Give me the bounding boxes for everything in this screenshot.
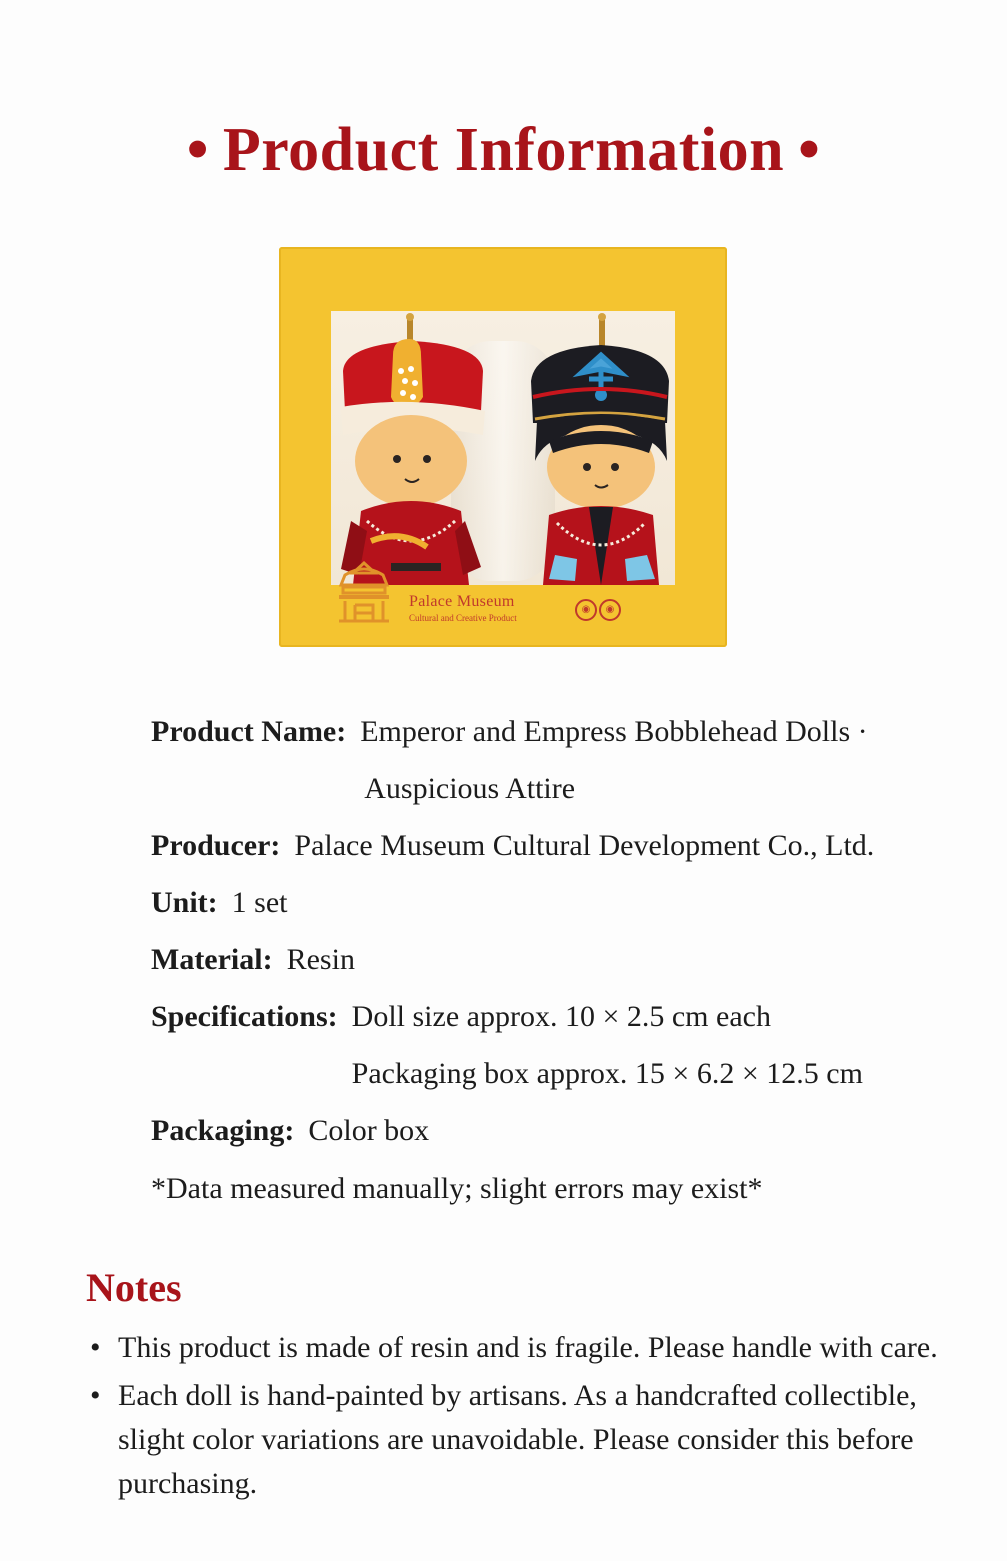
product-details [151,703,931,1217]
page-title [0,112,1007,188]
title-text: Product Information [222,116,785,184]
detail-value: Packaging box approx. 15 × 6.2 × 12.5 cm [351,1057,863,1090]
brand-name: Palace Museum [409,593,515,610]
detail-value: Emperor and Empress Bobblehead Dolls · [360,715,868,748]
detail-label: Unit: [151,886,218,919]
list-item [86,1374,946,1506]
notes-title: Notes [86,1265,182,1310]
product-image [279,247,727,647]
detail-value: Doll size approx. 10 × 2.5 cm each [351,1000,771,1033]
empress-doll-illustration [515,311,675,585]
detail-label: Material: [151,943,273,976]
brand-tagline: Cultural and Creative Product [409,613,517,623]
detail-producer [151,817,931,874]
detail-value: Resin [286,943,355,976]
detail-material [151,931,931,988]
detail-label: Producer: [151,829,281,862]
detail-value: Color box [308,1114,430,1147]
seal-stamp-icon: ◉ [575,599,597,621]
title-bullet-left: • [186,116,209,184]
detail-value: 1 set [231,886,288,919]
detail-specifications [151,988,931,1102]
emperor-doll-illustration [331,311,491,585]
bullet: • [90,1379,101,1412]
notes-list [86,1326,946,1510]
list-item [86,1326,946,1370]
title-bullet-right: • [798,116,821,184]
palace-museum-logo-icon [335,559,393,625]
detail-product-name [151,703,931,817]
detail-label: Specifications: [151,1000,338,1033]
detail-packaging [151,1102,931,1159]
seal-stamp-icon: ◉ [599,599,621,621]
bullet: • [90,1331,101,1364]
note-text: Each doll is hand-painted by artisans. As a handcrafted collectible, slight color variations are unavoidable. Please consider this before purchasing. [118,1379,917,1500]
detail-label: Packaging: [151,1114,295,1147]
detail-value: Palace Museum Cultural Development Co., Ltd. [294,829,875,862]
detail-label: Product Name: [151,715,347,748]
detail-value: Auspicious Attire [364,772,576,805]
disclaimer: *Data measured manually; slight errors may exist* [151,1172,763,1205]
box-window [331,311,675,585]
detail-unit [151,874,931,931]
note-text: This product is made of resin and is fragile. Please handle with care. [118,1331,938,1364]
